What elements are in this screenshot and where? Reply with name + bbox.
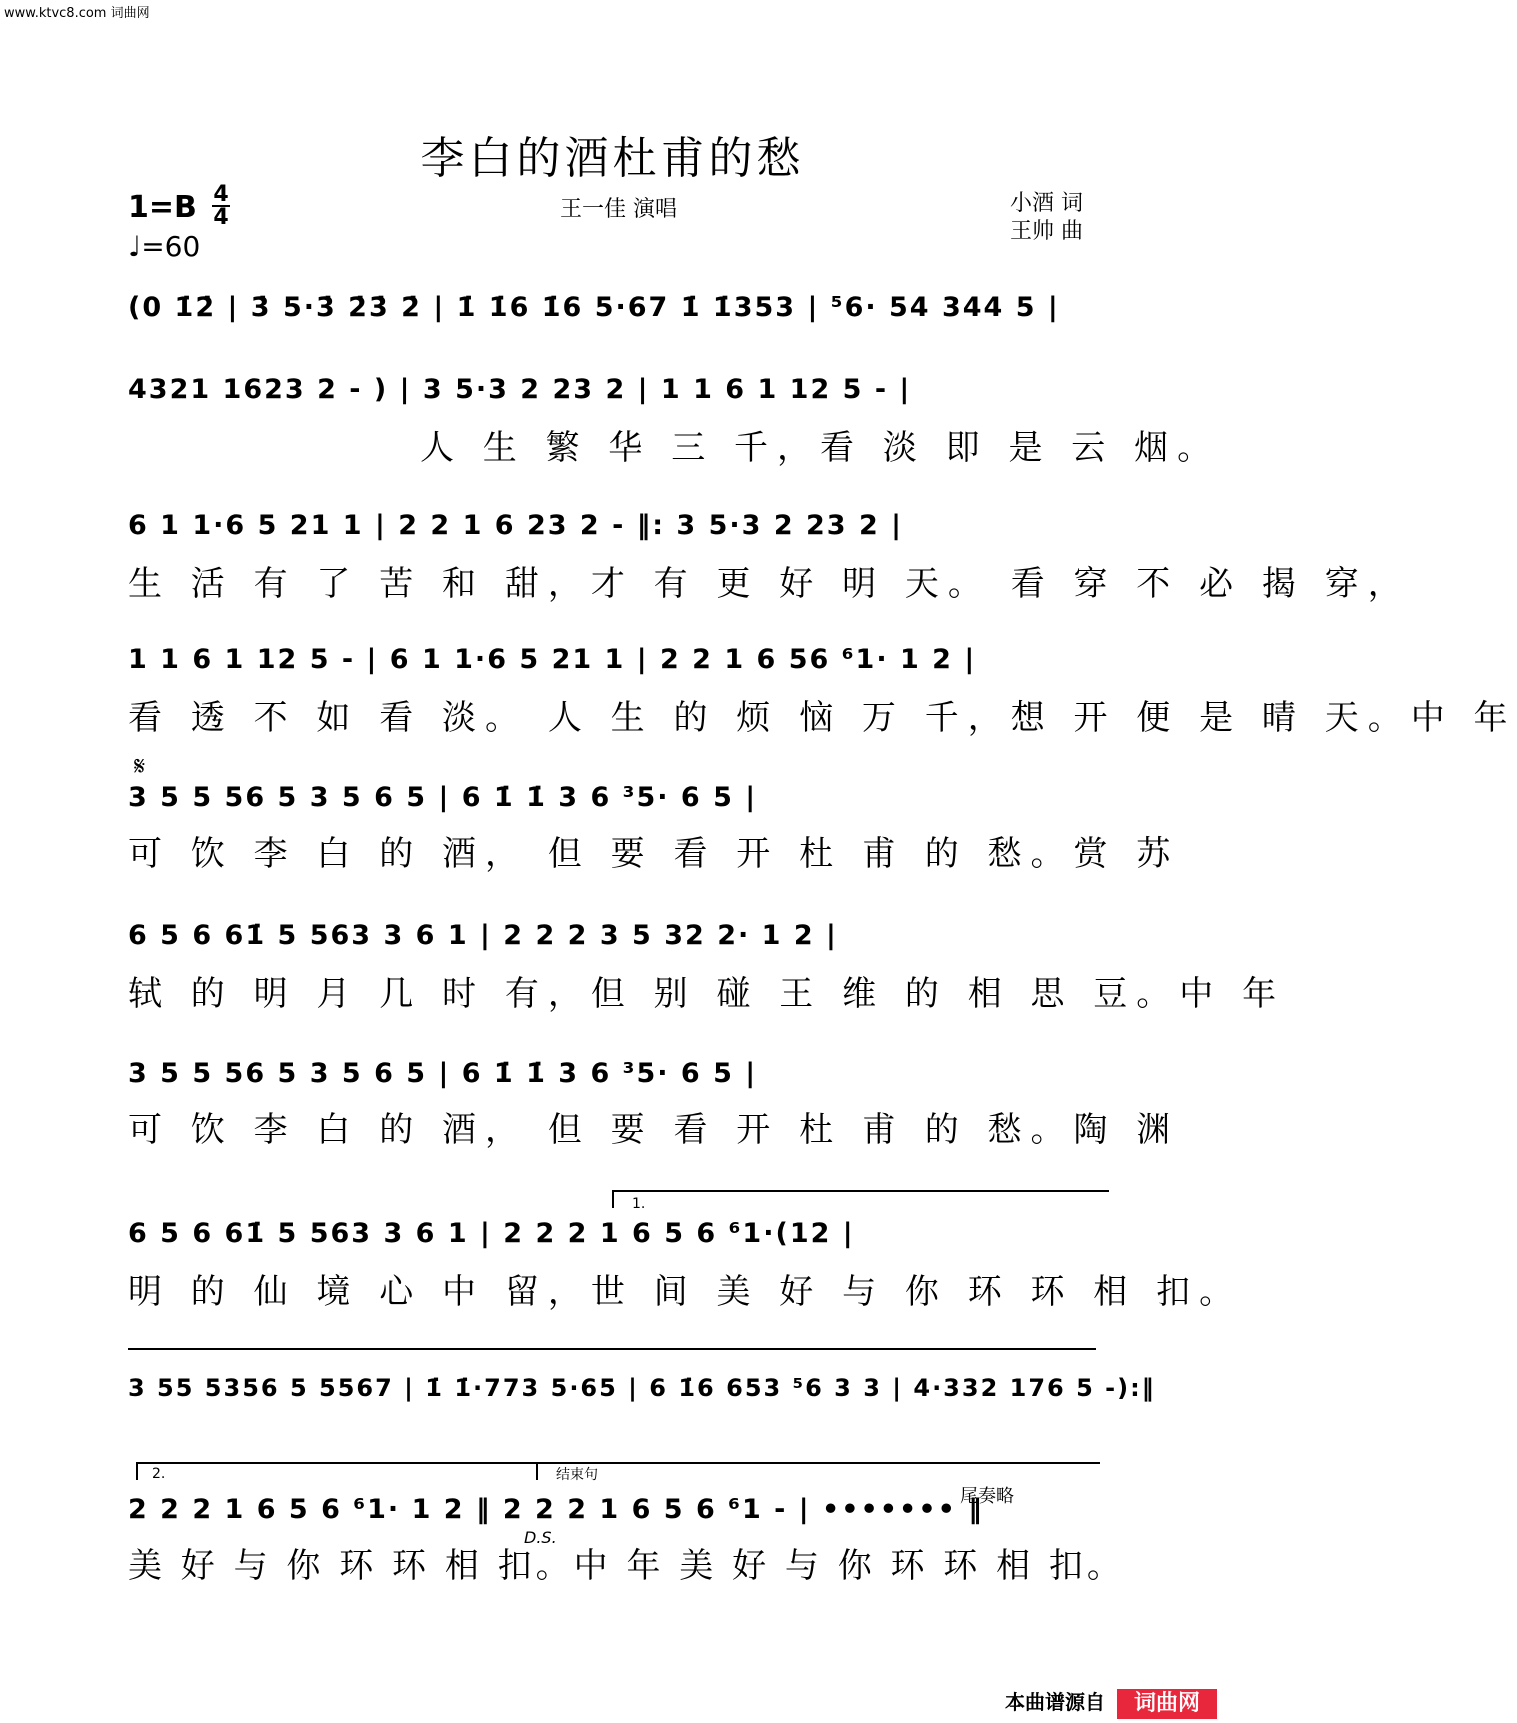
notation-line-7: 3 5 5 56 5 3 5 6 5 | 6 1̇ 1̇ 3 6 ³5· 6 5 | <box>128 1058 758 1089</box>
song-title: 李白的酒杜甫的愁 <box>420 133 805 184</box>
time-signature <box>212 184 230 228</box>
time-signature-bottom: 4 <box>213 205 229 230</box>
outro-label: 尾奏略 <box>960 1486 1014 1507</box>
lyricist-credit: 小酒 词 <box>1010 191 1083 216</box>
volta-bracket-1 <box>612 1190 1109 1208</box>
notation-line-8: 6 5 6 61̇ 5 563 3 6 1 | 2 2 2 1 6 5 6 ⁶1·(12 | <box>128 1218 855 1249</box>
lyric-line-5: 可 饮 李 白 的 酒， 但 要 看 开 杜 甫 的 愁。赏 苏 <box>128 834 1180 874</box>
notation-line-6: 6 5 6 61̇ 5 563 3 6 1 | 2 2 2 3 5 32 2· 1 2 | <box>128 920 838 951</box>
lyric-line-10: 美 好 与 你 环 环 相 扣。中 年 美 好 与 你 环 环 相 扣。 <box>128 1546 1125 1586</box>
singer-credit: 王一佳 演唱 <box>560 197 677 222</box>
segno-sign: 𝄋 <box>134 752 146 782</box>
notation-line-5: 3 5 5 56 5 3 5 6 5 | 6 1̇ 1̇ 3 6 ³5· 6 5 | <box>128 782 758 813</box>
volta-1-label: 1. <box>632 1196 646 1212</box>
site-watermark[interactable]: www.ktvc8.com 词曲网 <box>4 6 150 21</box>
key-signature: 1=B <box>128 190 197 225</box>
ending-label: 结束句 <box>556 1467 598 1483</box>
notation-line-10: 2 2 2 1 6 5 6 ⁶1· 1 2 ‖ 2 2 2 1 6 5 6 ⁶1 - | ••••••• ‖ <box>128 1494 984 1525</box>
notation-line-1: (0 1̇2̇ | 3̇ 5·3̇ 2̇3̇ 2̇ | 1̇ 1̇6 1̇6 5·67 1̇ 1̇353 | ⁵6· 54 344 5 | <box>128 292 1060 323</box>
notation-line-2: 4321 1623 2 - ) | 3 5·3 2 23 2 | 1 1 6 1 12 5 - | <box>128 374 912 405</box>
lyric-line-6: 轼 的 明 月 几 时 有，但 别 碰 王 维 的 相 思 豆。中 年 <box>128 974 1286 1014</box>
composer-credit: 王帅 曲 <box>1010 219 1083 244</box>
notation-line-4: 1 1 6 1 12 5 - | 6 1 1·6 5 21 1 | 2 2 1 6 56 ⁶1· 1 2 | <box>128 644 977 675</box>
volta-2-label: 2. <box>152 1466 166 1482</box>
footer-logo[interactable]: 词曲网 <box>1117 1689 1217 1719</box>
lyric-line-8: 明 的 仙 境 心 中 留，世 间 美 好 与 你 环 环 相 扣。 <box>128 1272 1243 1312</box>
lyric-line-2: 人 生 繁 华 三 千，看 淡 即 是 云 烟。 <box>420 428 1221 468</box>
notation-line-3: 6 1 1·6 5 21 1 | 2 2 1 6 23 2 - ‖: 3 5·3 2 23 2 | <box>128 510 904 541</box>
footer-source-text: 本曲谱源自 <box>1005 1690 1105 1714</box>
ending-bracket <box>536 1462 1100 1480</box>
notation-line-9: 3 55 5356 5 5567 | 1̇ 1̇·773 5·65 | 6 1̇6 653 ⁵6 3 3 | 4·332 176 5 -):‖ <box>128 1374 1156 1402</box>
ds-marking: D.S. <box>524 1528 557 1547</box>
lyric-line-3: 生 活 有 了 苦 和 甜，才 有 更 好 明 天。 看 穿 不 必 揭 穿， <box>128 564 1411 604</box>
lyric-line-7: 可 饮 李 白 的 酒， 但 要 看 开 杜 甫 的 愁。陶 渊 <box>128 1110 1180 1150</box>
volta-bracket-2 <box>136 1462 536 1480</box>
tempo-marking: ♩=60 <box>128 230 201 263</box>
lyric-line-4: 看 透 不 如 看 淡。 人 生 的 烦 恼 万 千，想 开 便 是 晴 天。中 年 <box>128 698 1517 738</box>
time-signature-top: 4 <box>213 182 229 207</box>
volta-1-continuation <box>128 1348 1096 1350</box>
